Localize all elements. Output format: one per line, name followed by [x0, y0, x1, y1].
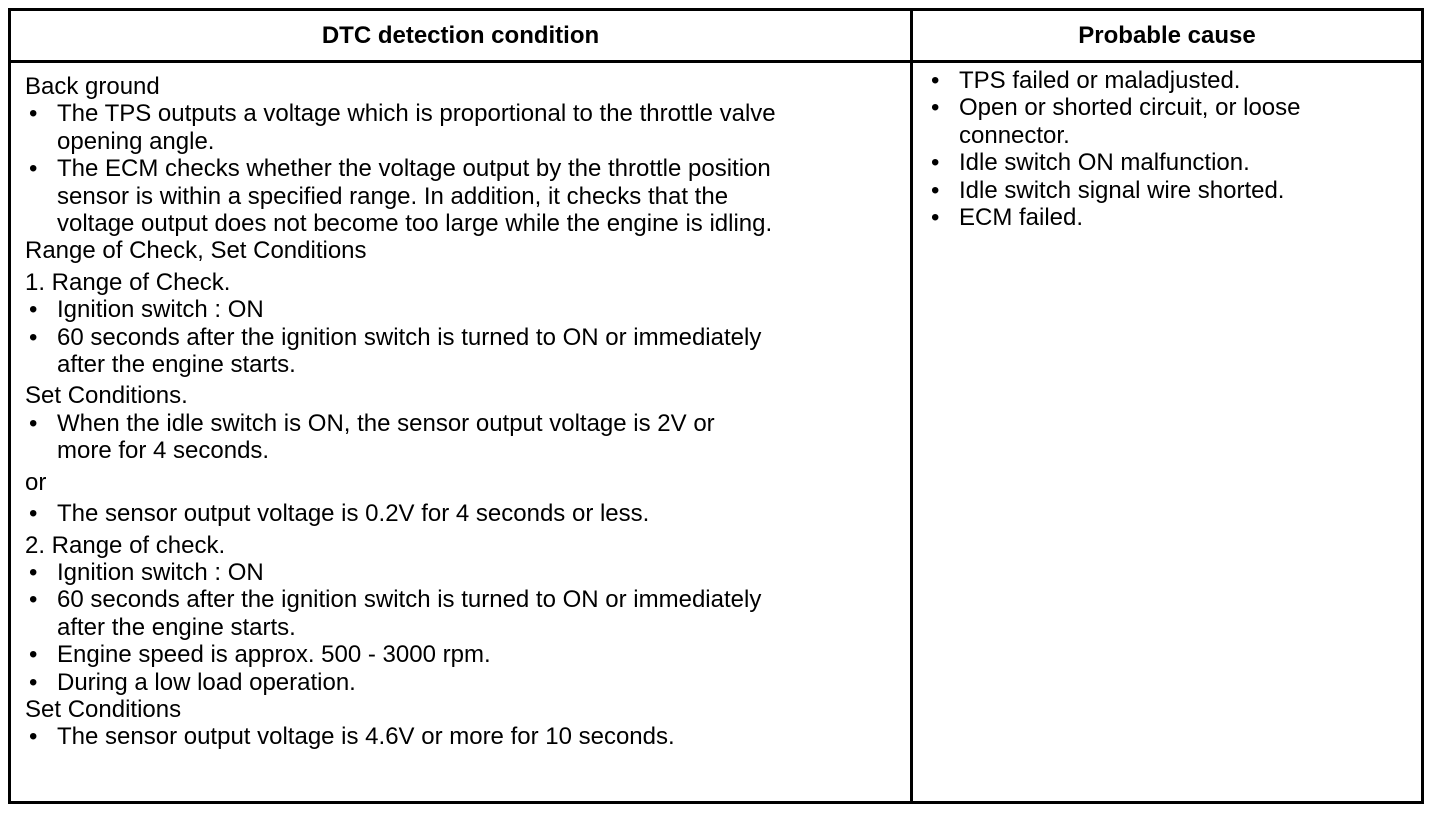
bullet-item	[25, 559, 900, 586]
bullet-icon: •	[931, 204, 940, 232]
bullet-icon: •	[29, 323, 38, 351]
bullet-text: The ECM checks whether the voltage output by the throttle position	[57, 155, 771, 183]
bullet-icon: •	[29, 296, 38, 324]
bullet-text: after the engine starts.	[57, 351, 296, 379]
bullet-text: Open or shorted circuit, or loose	[959, 94, 1301, 122]
set1-heading: Set Conditions.	[25, 382, 188, 410]
dtc-table	[8, 8, 1424, 804]
bullet-text: more for 4 seconds.	[57, 437, 270, 465]
bullet-icon: •	[29, 586, 38, 614]
bullet-item	[25, 296, 900, 323]
bullet-icon: •	[931, 149, 940, 177]
bullet-text: TPS failed or maladjusted.	[959, 67, 1241, 94]
bullet-item	[927, 94, 1411, 149]
set1-bullet-list	[25, 410, 900, 465]
bullet-item	[927, 204, 1411, 231]
bullet-icon: •	[29, 409, 38, 437]
bullet-icon: •	[29, 500, 38, 528]
range2-bullet-list	[25, 559, 900, 696]
bullet-item	[927, 67, 1411, 94]
bullet-icon: •	[29, 668, 38, 696]
bullet-icon: •	[29, 558, 38, 586]
bullet-item	[927, 149, 1411, 176]
bullet-text: Idle switch signal wire shorted.	[959, 176, 1285, 204]
bullet-item	[25, 100, 900, 155]
bullet-item	[25, 586, 900, 641]
range1-bullet-list	[25, 296, 900, 378]
range1-heading: 1. Range of Check.	[25, 268, 231, 296]
bullet-text: ECM failed.	[959, 204, 1084, 232]
bullet-icon: •	[29, 155, 38, 183]
bullet-icon: •	[931, 94, 940, 122]
background-heading: Back ground	[25, 73, 160, 100]
bullet-item	[25, 155, 900, 237]
bullet-item	[25, 410, 900, 465]
bullet-text: Ignition switch : ON	[57, 558, 264, 586]
bullet-item	[25, 324, 900, 379]
set2-heading: Set Conditions	[25, 695, 182, 723]
cause-bullet-list	[927, 67, 1411, 231]
bullet-text: 60 seconds after the ignition switch is turned to ON or immediately	[57, 586, 762, 614]
bullet-icon: •	[29, 723, 38, 751]
bullet-text: The sensor output voltage is 0.2V for 4 seconds or less.	[57, 500, 650, 528]
bullet-item	[927, 177, 1411, 204]
bullet-icon: •	[931, 176, 940, 204]
bullet-item	[25, 641, 900, 668]
header-dtc-detection-condition: DTC detection condition	[11, 11, 913, 63]
bullet-text: The TPS outputs a voltage which is proportional to the throttle valve	[57, 100, 776, 128]
header-probable-cause: Probable cause	[913, 11, 1421, 63]
bullet-text: sensor is within a specified range. In addition, it checks that the	[57, 182, 729, 210]
set2-bullet-list	[25, 723, 900, 750]
probable-cause-cell	[913, 63, 1421, 801]
bullet-text: During a low load operation.	[57, 668, 356, 696]
detection-condition-cell	[11, 63, 913, 801]
or-separator: or	[25, 468, 47, 496]
bullet-icon: •	[29, 100, 38, 128]
bullet-text: When the idle switch is ON, the sensor output voltage is 2V or	[57, 409, 715, 437]
bullet-text: Engine speed is approx. 500 - 3000 rpm.	[57, 641, 491, 669]
background-bullet-list	[25, 100, 900, 237]
bullet-icon: •	[931, 67, 940, 94]
bullet-icon: •	[29, 641, 38, 669]
range2-heading: 2. Range of check.	[25, 531, 226, 559]
bullet-text: 60 seconds after the ignition switch is turned to ON or immediately	[57, 323, 762, 351]
bullet-text: after the engine starts.	[57, 613, 296, 641]
bullet-item	[25, 723, 900, 750]
bullet-text: The sensor output voltage is 4.6V or more for 10 seconds.	[57, 723, 675, 751]
range-heading: Range of Check, Set Conditions	[25, 237, 367, 265]
set1b-bullet-list	[25, 500, 900, 527]
bullet-item	[25, 669, 900, 696]
bullet-text: Ignition switch : ON	[57, 296, 264, 324]
bullet-item	[25, 500, 900, 527]
bullet-text: Idle switch ON malfunction.	[959, 149, 1250, 177]
bullet-text: connector.	[959, 121, 1070, 149]
bullet-text: voltage output does not become too large while the engine is idling.	[57, 210, 773, 238]
bullet-text: opening angle.	[57, 127, 215, 155]
